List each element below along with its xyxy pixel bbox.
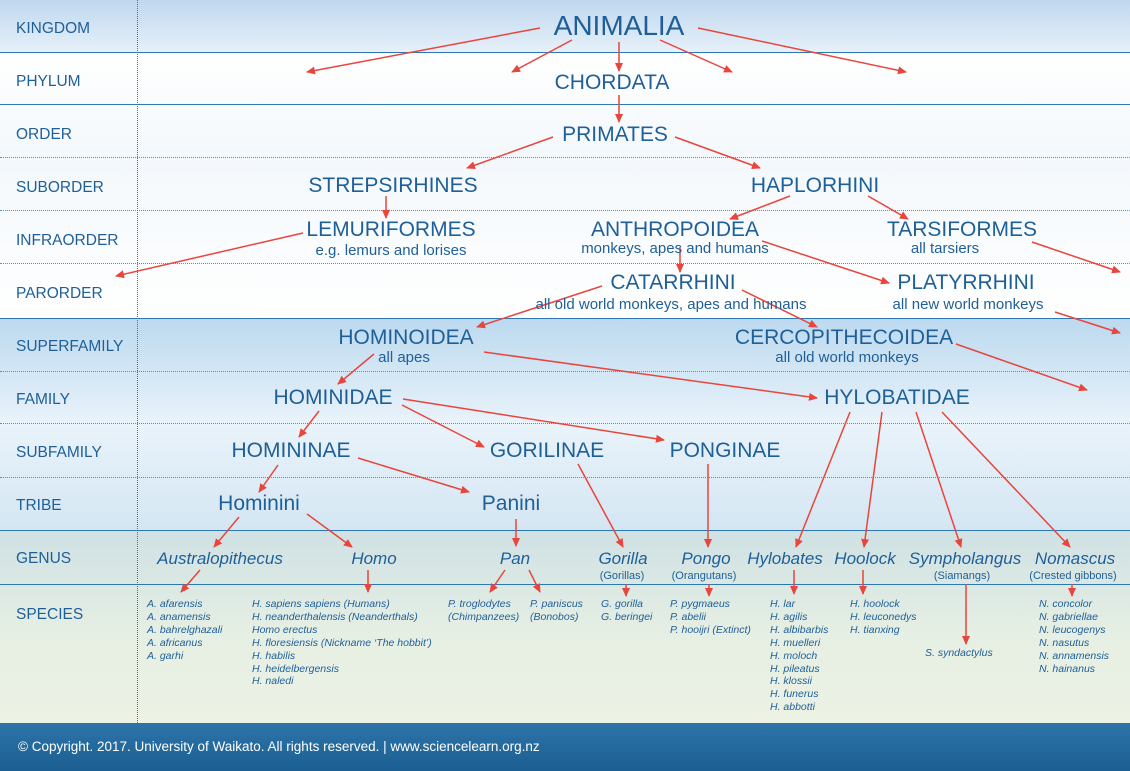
- species-list-pongo: [670, 598, 751, 637]
- species-name: H. neanderthalensis (Neanderthals): [252, 610, 418, 623]
- species-name: N. hainanus: [1039, 662, 1096, 675]
- taxon-hominidae: HOMINIDAE: [273, 386, 393, 409]
- arrow: [1032, 242, 1120, 272]
- rank-label-order: ORDER: [16, 126, 72, 143]
- species-name: A. afarensis: [147, 598, 203, 610]
- genus-nomascus: Nomascus: [1034, 549, 1116, 568]
- genus-gorilla: Gorilla: [598, 549, 648, 568]
- taxon-note-cercopithecoidea: all old world monkeys: [775, 349, 919, 366]
- species-list-sympholangus: [925, 647, 993, 660]
- taxon-animalia: ANIMALIA: [553, 10, 685, 41]
- species-name: H. moloch: [770, 649, 818, 662]
- species-common-name: (Chimpanzees): [448, 610, 520, 623]
- species-list-pan-paniscus: [530, 598, 583, 624]
- taxon-cercopithecoidea: CERCOPITHECOIDEA: [734, 326, 954, 349]
- genus-pongo: Pongo: [681, 549, 731, 568]
- species-name: H. tianxing: [850, 623, 900, 636]
- rank-label-phylum: PHYLUM: [16, 73, 81, 90]
- species-name: S. syndactylus: [925, 647, 993, 659]
- taxon-chordata: CHORDATA: [554, 71, 670, 94]
- arrow: [956, 344, 1087, 390]
- taxon-lemuriformes: LEMURIFORMES: [306, 218, 476, 241]
- species-name: N. leucogenys: [1039, 623, 1106, 636]
- species-name: H. funerus: [770, 688, 819, 701]
- species-name: A. africanus: [147, 636, 203, 649]
- species-list-pan-troglodytes: [448, 598, 519, 624]
- rank-label-parorder: PARORDER: [16, 285, 103, 302]
- copyright-footer: © Copyright. 2017. University of Waikato. All rights reserved. | www.sciencelearn.org.nz: [18, 739, 540, 754]
- species-common-name: (Bonobos): [530, 610, 579, 623]
- rank-label-suborder: SUBORDER: [16, 179, 104, 196]
- species-name: H. naledi: [252, 675, 294, 688]
- species-name: N. nasutus: [1039, 636, 1090, 649]
- taxon-note-tarsiformes: all tarsiers: [910, 240, 980, 257]
- taxon-note-hominoidea: all apes: [378, 349, 430, 366]
- species-name: N. concolor: [1039, 598, 1093, 610]
- arrow: [698, 28, 906, 72]
- genus-australopithecus: Australopithecus: [157, 549, 283, 568]
- species-name: N. annamensis: [1039, 649, 1110, 662]
- arrow: [467, 137, 553, 168]
- genus-hoolock: Hoolock: [834, 549, 896, 568]
- species-name: H. leuconedys: [850, 610, 917, 623]
- species-name: P. paniscus: [530, 598, 583, 610]
- species-name: A. garhi: [147, 649, 184, 662]
- species-name: H. albibarbis: [770, 623, 829, 636]
- species-name: H. muelleri: [770, 636, 821, 649]
- arrow: [484, 352, 817, 398]
- arrow: [403, 399, 664, 440]
- taxon-anthropoidea: ANTHROPOIDEA: [590, 218, 760, 241]
- arrow: [512, 40, 572, 72]
- arrow: [307, 28, 540, 72]
- species-name: G. gorilla: [601, 598, 644, 610]
- rank-label-superfamily: SUPERFAMILY: [16, 338, 124, 355]
- species-list-hylobates: [770, 598, 828, 714]
- genus-pan: Pan: [499, 549, 531, 568]
- species-name: P. hooijri (Extinct): [670, 623, 751, 636]
- arrow: [490, 570, 505, 592]
- arrow: [402, 405, 484, 447]
- arrow: [299, 411, 319, 437]
- species-name: N. gabriellae: [1039, 610, 1098, 623]
- arrow: [338, 354, 374, 384]
- rank-label-family: FAMILY: [16, 391, 70, 408]
- arrow: [660, 40, 732, 72]
- taxon-strepsirhines: STREPSIRHINES: [308, 174, 478, 197]
- species-name: H. floresiensis (Nickname ‘The hobbit’): [252, 636, 432, 649]
- taxon-platyrrhini: PLATYRRHINI: [897, 271, 1035, 294]
- species-name: A. bahrelghazali: [147, 623, 223, 636]
- species-name: H. habilis: [252, 649, 296, 662]
- arrow: [730, 196, 790, 219]
- species-list-gorilla: [601, 598, 652, 624]
- species-name: P. pygmaeus: [670, 598, 730, 610]
- taxon-ponginae: PONGINAE: [669, 439, 781, 462]
- arrow: [868, 196, 908, 219]
- taxon-haplorhini: HAPLORHINI: [750, 174, 880, 197]
- genus-sympholangus: Sympholangus: [908, 549, 1022, 568]
- arrow: [675, 137, 760, 168]
- species-name: H. klossii: [770, 675, 813, 688]
- species-name: H. heidelbergensis: [252, 662, 339, 675]
- arrow: [762, 241, 889, 283]
- arrow: [864, 412, 882, 547]
- arrow: [116, 233, 303, 276]
- taxon-gorilinae: GORILINAE: [489, 439, 605, 462]
- taxon-hominini: Hominini: [218, 492, 300, 515]
- taxon-note-catarrhini: all old world monkeys, apes and humans: [535, 296, 807, 313]
- species-name: H. pileatus: [770, 662, 820, 675]
- species-name: G. beringei: [601, 610, 653, 623]
- genus-hylobates: Hylobates: [747, 549, 823, 568]
- taxon-hominoidea: HOMINOIDEA: [338, 326, 474, 349]
- rank-label-species: SPECIES: [16, 606, 84, 623]
- arrow: [259, 465, 278, 492]
- species-name: H. abbotti: [770, 701, 815, 714]
- species-list-hoolock: [850, 598, 917, 637]
- genus-note-pongo: (Orangutans): [671, 570, 737, 582]
- species-list-nomascus: [1039, 598, 1109, 675]
- genus-homo: Homo: [351, 549, 397, 568]
- genus-note-gorilla: (Gorillas): [599, 570, 645, 582]
- arrow: [942, 412, 1070, 547]
- taxon-primates: PRIMATES: [562, 123, 668, 146]
- taxon-homininae: HOMININAE: [231, 439, 351, 462]
- taxon-hylobatidae: HYLOBATIDAE: [824, 386, 970, 409]
- species-name: Homo erectus: [252, 623, 318, 636]
- species-name: H. sapiens sapiens (Humans): [252, 598, 390, 610]
- arrow: [916, 412, 961, 547]
- arrow: [796, 412, 850, 547]
- species-name: H. lar: [770, 598, 796, 610]
- taxon-panini: Panini: [481, 492, 541, 515]
- species-name: A. anamensis: [147, 610, 211, 623]
- taxon-catarrhini: CATARRHINI: [610, 271, 736, 294]
- arrow: [181, 570, 200, 592]
- species-name: P. abelii: [670, 610, 707, 623]
- arrow: [358, 458, 469, 492]
- arrow: [214, 517, 239, 547]
- taxon-note-platyrrhini: all new world monkeys: [892, 296, 1044, 313]
- rank-label-tribe: TRIBE: [16, 497, 62, 514]
- rank-label-infraorder: INFRAORDER: [16, 232, 119, 249]
- species-list-homo: [252, 598, 432, 688]
- arrow: [307, 514, 352, 547]
- arrow: [578, 464, 623, 547]
- species-list-australopithecus: [147, 598, 222, 663]
- arrow: [1055, 312, 1120, 333]
- genus-note-sympholangus: (Siamangs): [933, 570, 991, 582]
- species-name: H. agilis: [770, 610, 808, 623]
- taxon-note-lemuriformes: e.g. lemurs and lorises: [315, 242, 467, 259]
- species-name: H. hoolock: [850, 598, 900, 610]
- arrow: [529, 570, 540, 592]
- species-name: P. troglodytes: [448, 598, 511, 610]
- rank-label-genus: GENUS: [16, 550, 72, 567]
- taxon-note-anthropoidea: monkeys, apes and humans: [581, 240, 769, 257]
- taxon-tarsiformes: TARSIFORMES: [886, 218, 1038, 241]
- rank-label-subfamily: SUBFAMILY: [16, 444, 102, 461]
- genus-note-nomascus: (Crested gibbons): [1029, 570, 1117, 582]
- rank-label-kingdom: KINGDOM: [16, 20, 91, 37]
